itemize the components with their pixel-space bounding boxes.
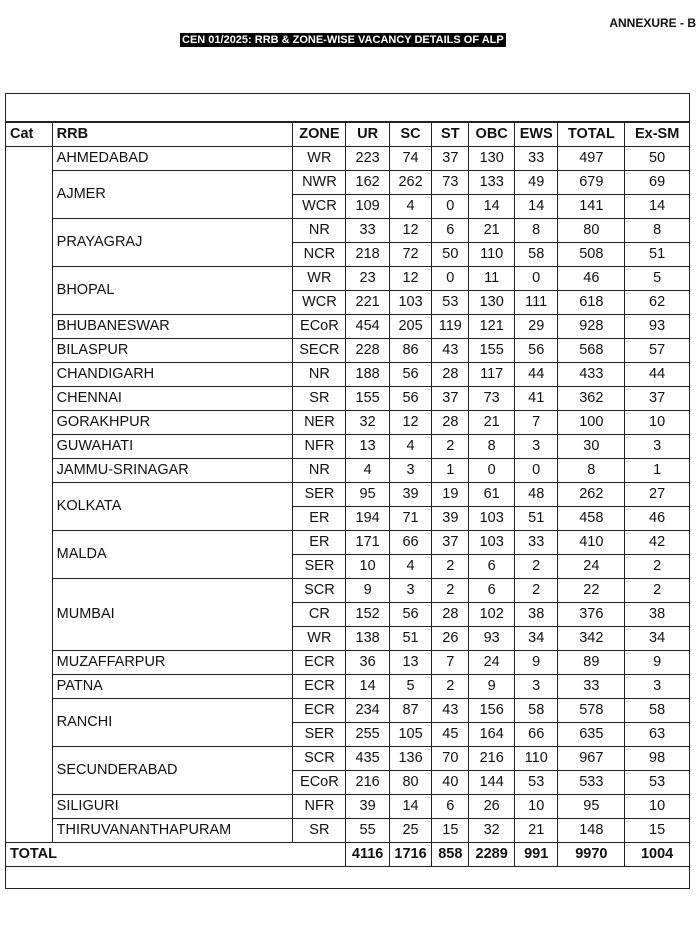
- obc-cell: 73: [469, 387, 515, 411]
- table-row: [6, 387, 690, 411]
- zone-cell: NR: [293, 219, 346, 243]
- sc-cell: 13: [389, 651, 431, 675]
- st-cell: 37: [432, 531, 469, 555]
- ur-cell: 223: [346, 147, 389, 171]
- table-row: [6, 459, 690, 483]
- ex-sm-cell: 10: [625, 411, 690, 435]
- obc-cell: 24: [469, 651, 515, 675]
- rrb-name: AHMEDABAD: [52, 147, 293, 171]
- ur-cell: 162: [346, 171, 389, 195]
- ex-sm-cell: 3: [625, 675, 690, 699]
- st-cell: 0: [432, 195, 469, 219]
- obc-cell: 102: [469, 603, 515, 627]
- obc-cell: 0: [469, 459, 515, 483]
- obc-cell: 103: [469, 531, 515, 555]
- total-cell: 80: [558, 219, 625, 243]
- sc-cell: 80: [389, 771, 431, 795]
- total-cell: 618: [558, 291, 625, 315]
- header-total: TOTAL: [558, 123, 625, 147]
- ex-sm-cell: 50: [625, 147, 690, 171]
- ur-cell: 216: [346, 771, 389, 795]
- table-row: [6, 483, 690, 507]
- zone-cell: ER: [293, 531, 346, 555]
- ews-cell: 111: [514, 291, 557, 315]
- sc-cell: 56: [389, 603, 431, 627]
- ur-cell: 155: [346, 387, 389, 411]
- st-cell: 28: [432, 363, 469, 387]
- ews-cell: 3: [514, 675, 557, 699]
- rrb-name: SECUNDERABAD: [52, 747, 293, 795]
- table-row: [6, 267, 690, 291]
- ews-cell: 41: [514, 387, 557, 411]
- sc-cell: 4: [389, 195, 431, 219]
- st-cell: 7: [432, 651, 469, 675]
- zone-cell: SER: [293, 723, 346, 747]
- st-cell: 6: [432, 795, 469, 819]
- table-row: [6, 315, 690, 339]
- zone-cell: NR: [293, 363, 346, 387]
- ews-cell: 34: [514, 627, 557, 651]
- st-cell: 119: [432, 315, 469, 339]
- total-st: 858: [432, 843, 469, 867]
- ex-sm-cell: 93: [625, 315, 690, 339]
- rrb-name: PATNA: [52, 675, 293, 699]
- ews-cell: 29: [514, 315, 557, 339]
- total-cell: 8: [558, 459, 625, 483]
- zone-cell: SR: [293, 387, 346, 411]
- rrb-name: PRAYAGRAJ: [52, 219, 293, 267]
- ur-cell: 228: [346, 339, 389, 363]
- vacancy-table: [5, 122, 690, 867]
- rrb-name: CHANDIGARH: [52, 363, 293, 387]
- sc-cell: 14: [389, 795, 431, 819]
- obc-cell: 144: [469, 771, 515, 795]
- total-cell: 433: [558, 363, 625, 387]
- ex-sm-cell: 5: [625, 267, 690, 291]
- total-cell: 362: [558, 387, 625, 411]
- ex-sm-cell: 42: [625, 531, 690, 555]
- zone-cell: NR: [293, 459, 346, 483]
- obc-cell: 26: [469, 795, 515, 819]
- rrb-name: RANCHI: [52, 699, 293, 747]
- rrb-name: MUZAFFARPUR: [52, 651, 293, 675]
- total-label: TOTAL: [6, 843, 346, 867]
- ews-cell: 49: [514, 171, 557, 195]
- ews-cell: 3: [514, 435, 557, 459]
- st-cell: 2: [432, 435, 469, 459]
- ews-cell: 2: [514, 579, 557, 603]
- rrb-name: BHUBANESWAR: [52, 315, 293, 339]
- obc-cell: 117: [469, 363, 515, 387]
- zone-cell: ECR: [293, 675, 346, 699]
- table-row: [6, 339, 690, 363]
- header-sc: SC: [389, 123, 431, 147]
- header-rrb: RRB: [52, 123, 293, 147]
- sc-cell: 87: [389, 699, 431, 723]
- ews-cell: 66: [514, 723, 557, 747]
- ex-sm-cell: 3: [625, 435, 690, 459]
- ews-cell: 21: [514, 819, 557, 843]
- ews-cell: 14: [514, 195, 557, 219]
- ur-cell: 55: [346, 819, 389, 843]
- zone-cell: NFR: [293, 435, 346, 459]
- zone-cell: NER: [293, 411, 346, 435]
- ex-sm-cell: 98: [625, 747, 690, 771]
- ur-cell: 32: [346, 411, 389, 435]
- sc-cell: 3: [389, 459, 431, 483]
- obc-cell: 6: [469, 555, 515, 579]
- total-cell: 30: [558, 435, 625, 459]
- total-cell: 46: [558, 267, 625, 291]
- ews-cell: 0: [514, 459, 557, 483]
- st-cell: 2: [432, 555, 469, 579]
- total-sc: 1716: [389, 843, 431, 867]
- table-body: [6, 147, 690, 843]
- obc-cell: 130: [469, 147, 515, 171]
- rrb-name: MUMBAI: [52, 579, 293, 651]
- total-ews: 991: [514, 843, 557, 867]
- table-row: [6, 675, 690, 699]
- st-cell: 73: [432, 171, 469, 195]
- total-ex-sm: 1004: [625, 843, 690, 867]
- ur-cell: 14: [346, 675, 389, 699]
- ex-sm-cell: 58: [625, 699, 690, 723]
- ur-cell: 188: [346, 363, 389, 387]
- rrb-name: KOLKATA: [52, 483, 293, 531]
- header-ex-sm: Ex-SM: [625, 123, 690, 147]
- total-cell: 376: [558, 603, 625, 627]
- zone-cell: SCR: [293, 579, 346, 603]
- sc-cell: 5: [389, 675, 431, 699]
- obc-cell: 11: [469, 267, 515, 291]
- zone-cell: ER: [293, 507, 346, 531]
- ex-sm-cell: 27: [625, 483, 690, 507]
- ex-sm-cell: 1: [625, 459, 690, 483]
- table-row: [6, 411, 690, 435]
- ex-sm-cell: 46: [625, 507, 690, 531]
- ex-sm-cell: 69: [625, 171, 690, 195]
- total-cell: 141: [558, 195, 625, 219]
- obc-cell: 130: [469, 291, 515, 315]
- ur-cell: 13: [346, 435, 389, 459]
- obc-cell: 6: [469, 579, 515, 603]
- sc-cell: 262: [389, 171, 431, 195]
- zone-cell: WCR: [293, 291, 346, 315]
- ews-cell: 8: [514, 219, 557, 243]
- rrb-name: MALDA: [52, 531, 293, 579]
- ex-sm-cell: 9: [625, 651, 690, 675]
- total-obc: 2289: [469, 843, 515, 867]
- ex-sm-cell: 53: [625, 771, 690, 795]
- st-cell: 39: [432, 507, 469, 531]
- st-cell: 28: [432, 411, 469, 435]
- table-row: [6, 171, 690, 195]
- header-obc: OBC: [469, 123, 515, 147]
- table-row: [6, 435, 690, 459]
- ex-sm-cell: 57: [625, 339, 690, 363]
- ur-cell: 9: [346, 579, 389, 603]
- header-row: [6, 123, 690, 147]
- st-cell: 28: [432, 603, 469, 627]
- rrb-name: GORAKHPUR: [52, 411, 293, 435]
- zone-cell: NCR: [293, 243, 346, 267]
- zone-cell: ECoR: [293, 771, 346, 795]
- st-cell: 53: [432, 291, 469, 315]
- sc-cell: 56: [389, 387, 431, 411]
- ex-sm-cell: 37: [625, 387, 690, 411]
- total-total: 9970: [558, 843, 625, 867]
- st-cell: 6: [432, 219, 469, 243]
- rrb-name: AJMER: [52, 171, 293, 219]
- rrb-name: BILASPUR: [52, 339, 293, 363]
- zone-cell: SER: [293, 483, 346, 507]
- ews-cell: 56: [514, 339, 557, 363]
- sc-cell: 66: [389, 531, 431, 555]
- sc-cell: 12: [389, 219, 431, 243]
- st-cell: 43: [432, 699, 469, 723]
- total-cell: 928: [558, 315, 625, 339]
- total-cell: 95: [558, 795, 625, 819]
- total-cell: 497: [558, 147, 625, 171]
- zone-cell: CR: [293, 603, 346, 627]
- total-cell: 33: [558, 675, 625, 699]
- rrb-name: JAMMU-SRINAGAR: [52, 459, 293, 483]
- st-cell: 37: [432, 387, 469, 411]
- obc-cell: 21: [469, 411, 515, 435]
- zone-cell: ECoR: [293, 315, 346, 339]
- table-row: [6, 795, 690, 819]
- st-cell: 26: [432, 627, 469, 651]
- st-cell: 15: [432, 819, 469, 843]
- rrb-name: CHENNAI: [52, 387, 293, 411]
- ews-cell: 51: [514, 507, 557, 531]
- header-ur: UR: [346, 123, 389, 147]
- ex-sm-cell: 62: [625, 291, 690, 315]
- zone-cell: WR: [293, 267, 346, 291]
- sc-cell: 71: [389, 507, 431, 531]
- ews-cell: 44: [514, 363, 557, 387]
- header-cat: Cat: [6, 123, 53, 147]
- ews-cell: 2: [514, 555, 557, 579]
- st-cell: 43: [432, 339, 469, 363]
- ur-cell: 33: [346, 219, 389, 243]
- sc-cell: 51: [389, 627, 431, 651]
- ur-cell: 10: [346, 555, 389, 579]
- ur-cell: 138: [346, 627, 389, 651]
- st-cell: 0: [432, 267, 469, 291]
- ews-cell: 58: [514, 243, 557, 267]
- ews-cell: 33: [514, 531, 557, 555]
- sc-cell: 205: [389, 315, 431, 339]
- page-title: CEN 01/2025: RRB & ZONE-WISE VACANCY DETAILS OF ALP: [182, 34, 504, 46]
- total-cell: 262: [558, 483, 625, 507]
- total-cell: 635: [558, 723, 625, 747]
- rrb-name: THIRUVANANTHAPURAM: [52, 819, 293, 843]
- ur-cell: 454: [346, 315, 389, 339]
- table-row: [6, 531, 690, 555]
- ex-sm-cell: 10: [625, 795, 690, 819]
- obc-cell: 156: [469, 699, 515, 723]
- ex-sm-cell: 38: [625, 603, 690, 627]
- table-row: [6, 363, 690, 387]
- table-row: [6, 651, 690, 675]
- zone-cell: WR: [293, 147, 346, 171]
- st-cell: 2: [432, 579, 469, 603]
- ews-cell: 7: [514, 411, 557, 435]
- obc-cell: 61: [469, 483, 515, 507]
- ur-cell: 39: [346, 795, 389, 819]
- obc-cell: 216: [469, 747, 515, 771]
- obc-cell: 93: [469, 627, 515, 651]
- obc-cell: 110: [469, 243, 515, 267]
- ex-sm-cell: 51: [625, 243, 690, 267]
- st-cell: 50: [432, 243, 469, 267]
- ews-cell: 53: [514, 771, 557, 795]
- sc-cell: 25: [389, 819, 431, 843]
- ews-cell: 38: [514, 603, 557, 627]
- obc-cell: 9: [469, 675, 515, 699]
- sc-cell: 74: [389, 147, 431, 171]
- total-cell: 342: [558, 627, 625, 651]
- total-cell: 410: [558, 531, 625, 555]
- total-cell: 568: [558, 339, 625, 363]
- obc-cell: 21: [469, 219, 515, 243]
- total-row: [6, 843, 690, 867]
- sc-cell: 3: [389, 579, 431, 603]
- table-row: [6, 699, 690, 723]
- ur-cell: 221: [346, 291, 389, 315]
- header-zone: ZONE: [293, 123, 346, 147]
- zone-cell: SER: [293, 555, 346, 579]
- zone-cell: NWR: [293, 171, 346, 195]
- obc-cell: 103: [469, 507, 515, 531]
- zone-cell: SCR: [293, 747, 346, 771]
- ews-cell: 9: [514, 651, 557, 675]
- rrb-name: GUWAHATI: [52, 435, 293, 459]
- ur-cell: 4: [346, 459, 389, 483]
- ur-cell: 171: [346, 531, 389, 555]
- zone-cell: NFR: [293, 795, 346, 819]
- table-row: [6, 579, 690, 603]
- sc-cell: 12: [389, 267, 431, 291]
- ur-cell: 234: [346, 699, 389, 723]
- table-row: [6, 219, 690, 243]
- total-cell: 148: [558, 819, 625, 843]
- sc-cell: 56: [389, 363, 431, 387]
- ur-cell: 435: [346, 747, 389, 771]
- total-cell: 458: [558, 507, 625, 531]
- sc-cell: 72: [389, 243, 431, 267]
- ur-cell: 255: [346, 723, 389, 747]
- st-cell: 1: [432, 459, 469, 483]
- table-row: [6, 747, 690, 771]
- ur-cell: 95: [346, 483, 389, 507]
- sc-cell: 4: [389, 555, 431, 579]
- total-cell: 679: [558, 171, 625, 195]
- sc-cell: 103: [389, 291, 431, 315]
- obc-cell: 8: [469, 435, 515, 459]
- ex-sm-cell: 63: [625, 723, 690, 747]
- rrb-name: SILIGURI: [52, 795, 293, 819]
- ex-sm-cell: 2: [625, 555, 690, 579]
- sc-cell: 105: [389, 723, 431, 747]
- sc-cell: 39: [389, 483, 431, 507]
- total-cell: 89: [558, 651, 625, 675]
- sc-cell: 4: [389, 435, 431, 459]
- sc-cell: 86: [389, 339, 431, 363]
- ews-cell: 10: [514, 795, 557, 819]
- total-cell: 100: [558, 411, 625, 435]
- obc-cell: 121: [469, 315, 515, 339]
- table-row: [6, 147, 690, 171]
- ex-sm-cell: 34: [625, 627, 690, 651]
- ews-cell: 48: [514, 483, 557, 507]
- st-cell: 40: [432, 771, 469, 795]
- total-cell: 24: [558, 555, 625, 579]
- ews-cell: 110: [514, 747, 557, 771]
- ur-cell: 152: [346, 603, 389, 627]
- ur-cell: 36: [346, 651, 389, 675]
- total-ur: 4116: [346, 843, 389, 867]
- st-cell: 45: [432, 723, 469, 747]
- ews-cell: 58: [514, 699, 557, 723]
- sc-cell: 136: [389, 747, 431, 771]
- st-cell: 70: [432, 747, 469, 771]
- total-cell: 533: [558, 771, 625, 795]
- rrb-name: BHOPAL: [52, 267, 293, 315]
- zone-cell: ECR: [293, 699, 346, 723]
- zone-cell: ECR: [293, 651, 346, 675]
- ex-sm-cell: 44: [625, 363, 690, 387]
- obc-cell: 164: [469, 723, 515, 747]
- header-st: ST: [432, 123, 469, 147]
- cat-cell: [6, 147, 53, 843]
- ur-cell: 23: [346, 267, 389, 291]
- ews-cell: 33: [514, 147, 557, 171]
- zone-cell: WCR: [293, 195, 346, 219]
- st-cell: 19: [432, 483, 469, 507]
- zone-cell: SECR: [293, 339, 346, 363]
- ex-sm-cell: 2: [625, 579, 690, 603]
- zone-cell: WR: [293, 627, 346, 651]
- header-ews: EWS: [514, 123, 557, 147]
- table-row: [6, 819, 690, 843]
- sc-cell: 12: [389, 411, 431, 435]
- zone-cell: SR: [293, 819, 346, 843]
- total-cell: 578: [558, 699, 625, 723]
- obc-cell: 155: [469, 339, 515, 363]
- ews-cell: 0: [514, 267, 557, 291]
- ur-cell: 218: [346, 243, 389, 267]
- annexure-label: ANNEXURE - B: [609, 16, 696, 30]
- ex-sm-cell: 8: [625, 219, 690, 243]
- obc-cell: 14: [469, 195, 515, 219]
- obc-cell: 133: [469, 171, 515, 195]
- total-cell: 967: [558, 747, 625, 771]
- obc-cell: 32: [469, 819, 515, 843]
- ur-cell: 194: [346, 507, 389, 531]
- total-cell: 508: [558, 243, 625, 267]
- ur-cell: 109: [346, 195, 389, 219]
- ex-sm-cell: 14: [625, 195, 690, 219]
- ex-sm-cell: 15: [625, 819, 690, 843]
- st-cell: 37: [432, 147, 469, 171]
- total-cell: 22: [558, 579, 625, 603]
- st-cell: 2: [432, 675, 469, 699]
